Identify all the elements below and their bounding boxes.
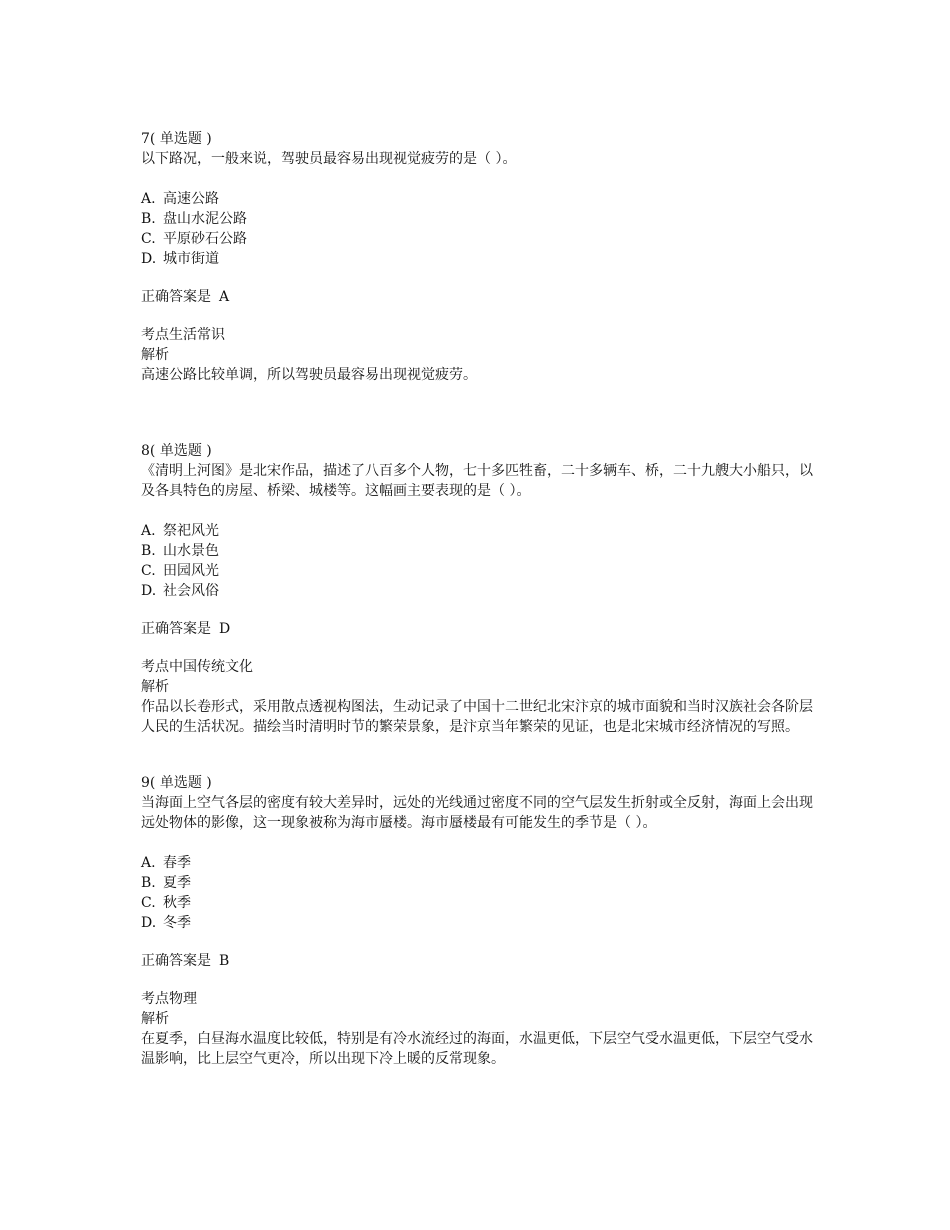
option-c: [141, 893, 813, 913]
option-letter: A.: [141, 523, 156, 539]
option-text: 夏季: [163, 875, 191, 891]
analysis-text: 作品以长卷形式，采用散点透视构图法，生动记录了中国十二世纪北宋汴京的城市面貌和当时汉族社会各阶层人民的生活状况。描绘当时清明时节的繁荣景象，是汴京当年繁荣的见证，也是北宋城市经济情况的写照。: [141, 699, 813, 735]
option-a: [141, 853, 813, 873]
answer-value: A: [219, 289, 230, 305]
option-text: 社会风俗: [163, 583, 219, 599]
question-stem: 当海面上空气各层的密度有较大差异时，远处的光线通过密度不同的空气层发生折射或全反射，海面上会出现远处物体的影像，这一现象被称为海市蜃楼。海市蜃楼最有可能发生的季节是（ ）。: [141, 795, 813, 831]
option-letter: B.: [141, 543, 156, 559]
option-d: [141, 249, 813, 269]
option-a: [141, 189, 813, 209]
option-letter: C.: [141, 895, 156, 911]
option-b: [141, 209, 813, 229]
option-b: [141, 541, 813, 561]
option-letter: D.: [141, 583, 157, 599]
question-8: [141, 441, 813, 737]
knowledge-point: 考点中国传统文化: [141, 659, 253, 675]
option-b: [141, 873, 813, 893]
analysis-label: 解析: [141, 1011, 169, 1027]
option-list: [141, 521, 813, 601]
question-header: 9( 单选题 ): [141, 775, 212, 791]
question-7: [141, 129, 813, 385]
option-text: 冬季: [163, 915, 191, 931]
option-letter: C.: [141, 563, 156, 579]
option-letter: C.: [141, 231, 156, 247]
option-text: 平原砂石公路: [163, 231, 247, 247]
option-c: [141, 229, 813, 249]
option-letter: A.: [141, 191, 156, 207]
analysis-label: 解析: [141, 679, 169, 695]
option-text: 山水景色: [163, 543, 219, 559]
answer-value: D: [219, 621, 231, 637]
option-letter: B.: [141, 875, 156, 891]
correct-answer: [141, 287, 813, 307]
analysis-label: 解析: [141, 347, 169, 363]
option-d: [141, 913, 813, 933]
answer-label: 正确答案是: [141, 953, 211, 969]
correct-answer: [141, 951, 813, 971]
option-letter: B.: [141, 211, 156, 227]
question-header: 8( 单选题 ): [141, 443, 212, 459]
option-text: 城市街道: [163, 251, 219, 267]
answer-label: 正确答案是: [141, 289, 211, 305]
option-d: [141, 581, 813, 601]
option-text: 秋季: [163, 895, 191, 911]
option-letter: D.: [141, 251, 157, 267]
option-text: 祭祀风光: [163, 523, 219, 539]
option-a: [141, 521, 813, 541]
answer-value: B: [219, 953, 230, 969]
option-list: [141, 189, 813, 269]
analysis-text: 高速公路比较单调，所以驾驶员最容易出现视觉疲劳。: [141, 367, 477, 383]
correct-answer: [141, 619, 813, 639]
knowledge-point: 考点物理: [141, 991, 197, 1007]
question-stem: 《清明上河图》是北宋作品，描述了八百多个人物，七十多匹牲畜，二十多辆车、桥，二十九艘大小船只，以及各具特色的房屋、桥梁、城楼等。这幅画主要表现的是（ ）。: [141, 463, 813, 499]
analysis-text: 在夏季，白昼海水温度比较低，特别是有冷水流经过的海面，水温更低，下层空气受水温更低，下层空气受水温影响，比上层空气更冷，所以出现下冷上暖的反常现象。: [141, 1031, 813, 1067]
option-text: 高速公路: [163, 191, 219, 207]
document-page: [141, 129, 813, 1069]
question-header: 7( 单选题 ): [141, 131, 212, 147]
option-text: 盘山水泥公路: [163, 211, 247, 227]
option-text: 田园风光: [163, 563, 219, 579]
knowledge-point: 考点生活常识: [141, 327, 225, 343]
answer-label: 正确答案是: [141, 621, 211, 637]
question-stem: 以下路况，一般来说，驾驶员最容易出现视觉疲劳的是（ ）。: [141, 151, 517, 167]
option-letter: A.: [141, 855, 156, 871]
option-letter: D.: [141, 915, 157, 931]
question-9: [141, 773, 813, 1069]
option-text: 春季: [163, 855, 191, 871]
option-c: [141, 561, 813, 581]
option-list: [141, 853, 813, 933]
